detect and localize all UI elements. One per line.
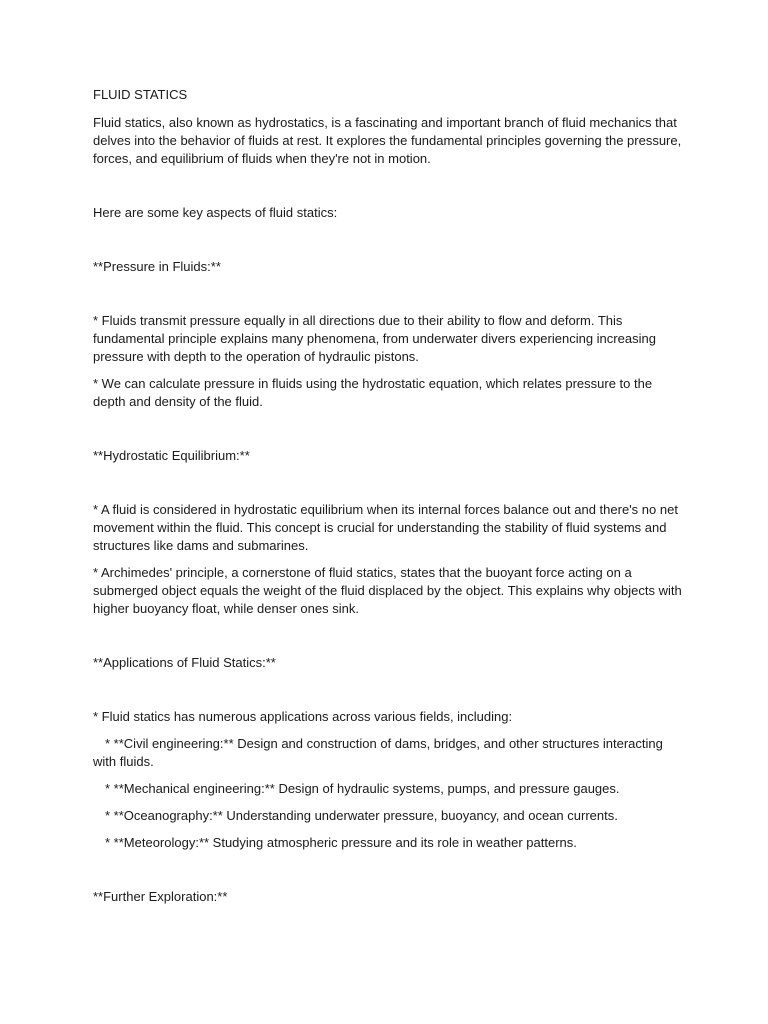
- section-heading-pressure: **Pressure in Fluids:**: [93, 259, 221, 274]
- sub-bullet-item: * **Meteorology:** Studying atmospheric pressure and its role in weather patterns.: [105, 835, 577, 850]
- document-body: [93, 86, 683, 942]
- bullet-item: * We can calculate pressure in fluids using the hydrostatic equation, which relates pressure to the depth and density of the fluid.: [93, 376, 653, 409]
- sub-bullet-item: * **Civil engineering:** Design and construction of dams, bridges, and other structures interacting with fluids.: [93, 736, 663, 769]
- intro-paragraph: Fluid statics, also known as hydrostatics, is a fascinating and important branch of fluid mechanics that delves into the behavior of fluids at rest. It explores the fundamental principles governing the pressure, forces, and equilibrium of fluids when they're not in motion.: [93, 115, 682, 166]
- sub-bullet-item: * **Mechanical engineering:** Design of hydraulic systems, pumps, and pressure gauges.: [105, 781, 620, 796]
- bullet-item: * Fluid statics has numerous applications across various fields, including:: [93, 709, 513, 724]
- section-heading-applications: **Applications of Fluid Statics:**: [93, 655, 276, 670]
- document-title: FLUID STATICS: [93, 87, 188, 102]
- lead-paragraph: Here are some key aspects of fluid statics:: [93, 205, 338, 220]
- sub-bullet-item: * **Oceanography:** Understanding underwater pressure, buoyancy, and ocean currents.: [105, 808, 618, 823]
- section-heading-further-exploration: **Further Exploration:**: [93, 889, 228, 904]
- bullet-item: * A fluid is considered in hydrostatic equilibrium when its internal forces balance out and there's no net movement within the fluid. This concept is crucial for understanding the stability of fluid systems and structures like dams and submarines.: [93, 502, 678, 553]
- bullet-item: * Archimedes' principle, a cornerstone of fluid statics, states that the buoyant force acting on a submerged object equals the weight of the fluid displaced by the object. This explains why objects with higher buoyancy float, while denser ones sink.: [93, 565, 682, 616]
- section-heading-equilibrium: **Hydrostatic Equilibrium:**: [93, 448, 250, 463]
- bullet-item: * Fluids transmit pressure equally in all directions due to their ability to flow and deform. This fundamental principle explains many phenomena, from underwater divers experiencing increasing pressure with depth to the operation of hydraulic pistons.: [93, 313, 656, 364]
